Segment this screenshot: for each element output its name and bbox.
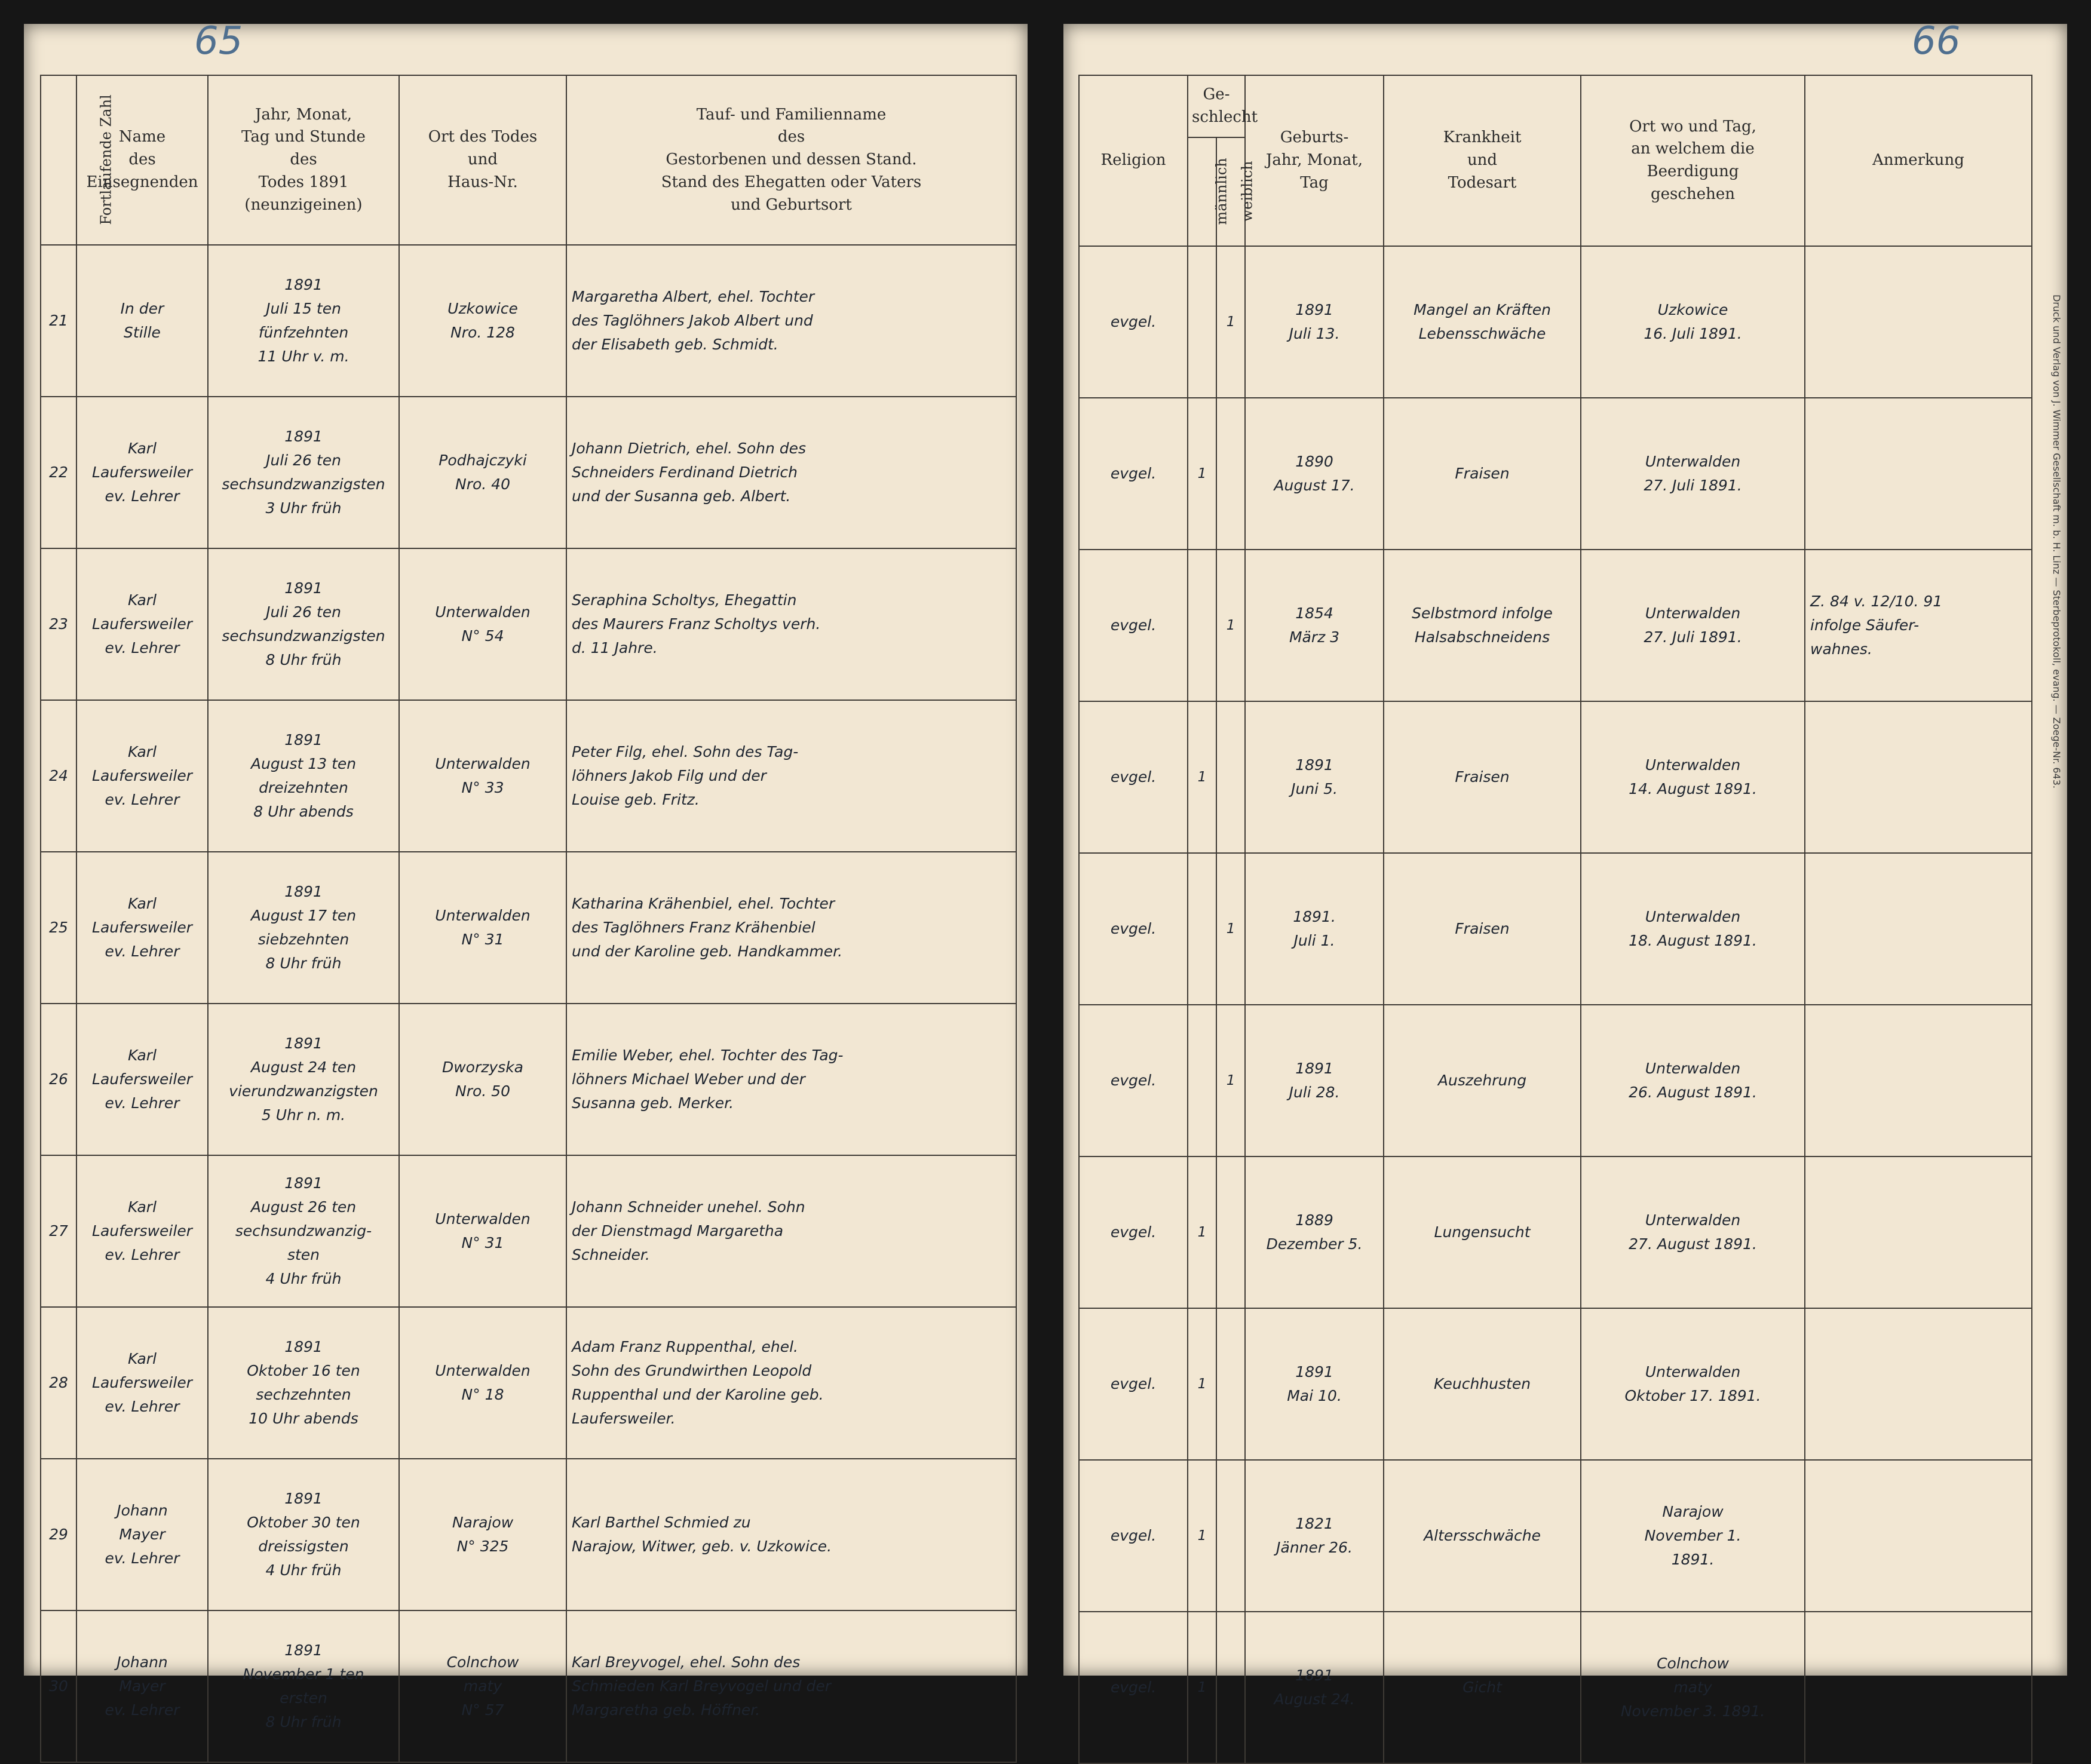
entry-officiant: Karl Laufersweiler ev. Lehrer bbox=[76, 700, 208, 852]
page-number: 66 bbox=[1912, 19, 1961, 63]
entry-male bbox=[1188, 1005, 1216, 1156]
entry-burial: Unterwalden 14. August 1891. bbox=[1581, 701, 1805, 853]
entry-male: 1 bbox=[1188, 1308, 1216, 1460]
entry-place: Unterwalden N° 31 bbox=[399, 1155, 566, 1307]
right-page bbox=[1063, 19, 2067, 1720]
entry-remarks bbox=[1805, 1308, 2032, 1460]
entry-birth: 1821 Jänner 26. bbox=[1245, 1460, 1384, 1612]
entry-religion: evgel. bbox=[1079, 1612, 1188, 1763]
header-place-of-death: Ort des Todes und Haus-Nr. bbox=[399, 75, 566, 245]
entry-burial: Colnchow maty November 3. 1891. bbox=[1581, 1612, 1805, 1763]
entry-female bbox=[1216, 1308, 1245, 1460]
entry-number: 26 bbox=[41, 1004, 76, 1155]
entry-birth: 1891 August 24. bbox=[1245, 1612, 1384, 1763]
table-row bbox=[41, 1459, 1016, 1610]
entry-deceased: Johann Dietrich, ehel. Sohn des Schneiders Ferdinand Dietrich und der Susanna geb. Albert. bbox=[566, 397, 1016, 548]
entry-female bbox=[1216, 1156, 1245, 1308]
entry-religion: evgel. bbox=[1079, 398, 1188, 550]
entry-female bbox=[1216, 701, 1245, 853]
entry-officiant: Karl Laufersweiler ev. Lehrer bbox=[76, 397, 208, 548]
entry-deceased: Karl Breyvogel, ehel. Sohn des Schmieden Karl Breyvogel und der Margaretha geb. Höffner. bbox=[566, 1610, 1016, 1762]
table-row bbox=[1079, 853, 2032, 1005]
entry-burial: Unterwalden Oktober 17. 1891. bbox=[1581, 1308, 1805, 1460]
entry-deceased: Adam Franz Ruppenthal, ehel. Sohn des Grundwirthen Leopold Ruppenthal und der Karoline geb. Laufersweiler. bbox=[566, 1307, 1016, 1459]
table-row bbox=[41, 397, 1016, 548]
entry-officiant: In der Stille bbox=[76, 245, 208, 397]
entry-burial: Unterwalden 18. August 1891. bbox=[1581, 853, 1805, 1005]
table-row bbox=[41, 245, 1016, 397]
printer-imprint: Druck und Verlag von J. Wimmer Gesellschaft m. b. H. Linz — Sterbeprotokoll, evang. — Zoege-Nr. 643. bbox=[2051, 294, 2062, 789]
entry-number: 21 bbox=[41, 245, 76, 397]
death-register-table-left bbox=[40, 75, 1017, 1763]
entry-place: Unterwalden N° 18 bbox=[399, 1307, 566, 1459]
entry-burial: Unterwalden 26. August 1891. bbox=[1581, 1005, 1805, 1156]
entry-birth: 1891 Juni 5. bbox=[1245, 701, 1384, 853]
entry-number: 29 bbox=[41, 1459, 76, 1610]
header-female: weiblich bbox=[1216, 137, 1245, 246]
entry-male bbox=[1188, 246, 1216, 398]
header-sex: Ge- schlecht bbox=[1188, 75, 1245, 137]
entry-female: 1 bbox=[1216, 1005, 1245, 1156]
entry-date-of-death: 1891 August 17 ten siebzehnten 8 Uhr früh bbox=[208, 852, 399, 1004]
entry-remarks bbox=[1805, 701, 2032, 853]
entry-cause: Fraisen bbox=[1384, 398, 1581, 550]
entry-burial: Uzkowice 16. Juli 1891. bbox=[1581, 246, 1805, 398]
entry-deceased: Seraphina Scholtys, Ehegattin des Maurers Franz Scholtys verh. d. 11 Jahre. bbox=[566, 548, 1016, 700]
entry-religion: evgel. bbox=[1079, 853, 1188, 1005]
page-number: 65 bbox=[194, 19, 243, 63]
entry-male: 1 bbox=[1188, 1612, 1216, 1763]
header-row bbox=[1079, 75, 2032, 137]
entry-religion: evgel. bbox=[1079, 701, 1188, 853]
entry-birth: 1890 August 17. bbox=[1245, 398, 1384, 550]
table-row bbox=[1079, 1308, 2032, 1460]
entry-number: 28 bbox=[41, 1307, 76, 1459]
entry-birth: 1891. Juli 1. bbox=[1245, 853, 1384, 1005]
header-religion: Religion bbox=[1079, 75, 1188, 246]
entry-remarks bbox=[1805, 246, 2032, 398]
entry-officiant: Karl Laufersweiler ev. Lehrer bbox=[76, 852, 208, 1004]
entry-cause: Selbstmord infolge Halsabschneidens bbox=[1384, 550, 1581, 701]
header-male: männlich bbox=[1188, 137, 1216, 246]
entry-religion: evgel. bbox=[1079, 246, 1188, 398]
header-cause: Krankheit und Todesart bbox=[1384, 75, 1581, 246]
entry-date-of-death: 1891 August 24 ten vierundzwanzigsten 5 Uhr n. m. bbox=[208, 1004, 399, 1155]
entry-religion: evgel. bbox=[1079, 1308, 1188, 1460]
header-remarks: Anmerkung bbox=[1805, 75, 2032, 246]
entry-burial: Unterwalden 27. August 1891. bbox=[1581, 1156, 1805, 1308]
entry-religion: evgel. bbox=[1079, 1005, 1188, 1156]
entry-remarks bbox=[1805, 1612, 2032, 1763]
entry-cause: Mangel an Kräften Lebensschwäche bbox=[1384, 246, 1581, 398]
entry-date-of-death: 1891 Juli 26 ten sechsundzwanzigsten 8 Uhr früh bbox=[208, 548, 399, 700]
entry-female bbox=[1216, 398, 1245, 550]
entry-date-of-death: 1891 Juli 15 ten fünfzehnten 11 Uhr v. m. bbox=[208, 245, 399, 397]
entry-officiant: Karl Laufersweiler ev. Lehrer bbox=[76, 1155, 208, 1307]
entry-date-of-death: 1891 Oktober 16 ten sechzehnten 10 Uhr abends bbox=[208, 1307, 399, 1459]
entry-place: Unterwalden N° 54 bbox=[399, 548, 566, 700]
entry-religion: evgel. bbox=[1079, 550, 1188, 701]
entry-place: Uzkowice Nro. 128 bbox=[399, 245, 566, 397]
entry-date-of-death: 1891 August 26 ten sechsundzwanzig- sten 4 Uhr früh bbox=[208, 1155, 399, 1307]
table-row bbox=[1079, 398, 2032, 550]
entry-burial: Unterwalden 27. Juli 1891. bbox=[1581, 550, 1805, 701]
entry-male: 1 bbox=[1188, 1156, 1216, 1308]
entry-religion: evgel. bbox=[1079, 1460, 1188, 1612]
entry-date-of-death: 1891 Oktober 30 ten dreissigsten 4 Uhr früh bbox=[208, 1459, 399, 1610]
table-row bbox=[1079, 1612, 2032, 1763]
entry-cause: Fraisen bbox=[1384, 853, 1581, 1005]
entry-remarks bbox=[1805, 1156, 2032, 1308]
header-row bbox=[41, 75, 1016, 245]
table-row bbox=[41, 1155, 1016, 1307]
entry-officiant: Johann Mayer ev. Lehrer bbox=[76, 1459, 208, 1610]
entry-number: 25 bbox=[41, 852, 76, 1004]
entry-officiant: Karl Laufersweiler ev. Lehrer bbox=[76, 1004, 208, 1155]
entry-cause: Fraisen bbox=[1384, 701, 1581, 853]
header-date-of-death: Jahr, Monat, Tag und Stunde des Todes 1891 (neunzigeinen) bbox=[208, 75, 399, 245]
entry-cause: Auszehrung bbox=[1384, 1005, 1581, 1156]
header-burial: Ort wo und Tag, an welchem die Beerdigung geschehen bbox=[1581, 75, 1805, 246]
entry-male: 1 bbox=[1188, 1460, 1216, 1612]
entry-female: 1 bbox=[1216, 246, 1245, 398]
entry-birth: 1891 Mai 10. bbox=[1245, 1308, 1384, 1460]
entry-date-of-death: 1891 November 1 ten ersten 8 Uhr früh bbox=[208, 1610, 399, 1762]
entry-remarks bbox=[1805, 398, 2032, 550]
table-row bbox=[41, 1610, 1016, 1762]
entry-burial: Narajow November 1. 1891. bbox=[1581, 1460, 1805, 1612]
entry-cause: Keuchhusten bbox=[1384, 1308, 1581, 1460]
entry-number: 24 bbox=[41, 700, 76, 852]
table-row bbox=[41, 1004, 1016, 1155]
table-row bbox=[41, 700, 1016, 852]
entry-place: Narajow N° 325 bbox=[399, 1459, 566, 1610]
entry-female: 1 bbox=[1216, 550, 1245, 701]
table-row bbox=[1079, 1005, 2032, 1156]
entry-number: 27 bbox=[41, 1155, 76, 1307]
entry-number: 22 bbox=[41, 397, 76, 548]
table-row bbox=[41, 1307, 1016, 1459]
entry-deceased: Peter Filg, ehel. Sohn des Tag- löhners Jakob Filg und der Louise geb. Fritz. bbox=[566, 700, 1016, 852]
entry-birth: 1891 Juli 28. bbox=[1245, 1005, 1384, 1156]
entry-remarks bbox=[1805, 853, 2032, 1005]
header-officiant: Name des Einsegnenden bbox=[76, 75, 208, 245]
entry-officiant: Karl Laufersweiler ev. Lehrer bbox=[76, 548, 208, 700]
entry-remarks bbox=[1805, 1005, 2032, 1156]
entry-female bbox=[1216, 1460, 1245, 1612]
entry-female: 1 bbox=[1216, 853, 1245, 1005]
entry-male: 1 bbox=[1188, 701, 1216, 853]
entry-remarks: Z. 84 v. 12/10. 91 infolge Säufer- wahnes. bbox=[1805, 550, 2032, 701]
entry-cause: Lungensucht bbox=[1384, 1156, 1581, 1308]
death-register-table-right bbox=[1078, 75, 2032, 1764]
entry-place: Dworzyska Nro. 50 bbox=[399, 1004, 566, 1155]
entry-burial: Unterwalden 27. Juli 1891. bbox=[1581, 398, 1805, 550]
entry-officiant: Karl Laufersweiler ev. Lehrer bbox=[76, 1307, 208, 1459]
entry-number: 30 bbox=[41, 1610, 76, 1762]
entry-place: Colnchow maty N° 57 bbox=[399, 1610, 566, 1762]
entry-deceased: Emilie Weber, ehel. Tochter des Tag- löhners Michael Weber und der Susanna geb. Merker. bbox=[566, 1004, 1016, 1155]
entry-cause: Altersschwäche bbox=[1384, 1460, 1581, 1612]
entry-religion: evgel. bbox=[1079, 1156, 1188, 1308]
entry-place: Unterwalden N° 31 bbox=[399, 852, 566, 1004]
table-row bbox=[1079, 1460, 2032, 1612]
entry-remarks bbox=[1805, 1460, 2032, 1612]
entry-officiant: Johann Mayer ev. Lehrer bbox=[76, 1610, 208, 1762]
entry-male bbox=[1188, 550, 1216, 701]
entry-male bbox=[1188, 853, 1216, 1005]
header-number: Fortlaufende Zahl bbox=[41, 75, 76, 245]
entry-cause: Gicht bbox=[1384, 1612, 1581, 1763]
table-row bbox=[1079, 246, 2032, 398]
entry-birth: 1854 März 3 bbox=[1245, 550, 1384, 701]
entry-place: Podhajczyki Nro. 40 bbox=[399, 397, 566, 548]
entry-deceased: Katharina Krähenbiel, ehel. Tochter des Taglöhners Franz Krähenbiel und der Karoline geb. Handkammer. bbox=[566, 852, 1016, 1004]
entry-birth: 1889 Dezember 5. bbox=[1245, 1156, 1384, 1308]
entry-deceased: Margaretha Albert, ehel. Tochter des Taglöhners Jakob Albert und der Elisabeth geb. Schmidt. bbox=[566, 245, 1016, 397]
entry-deceased: Johann Schneider unehel. Sohn der Dienstmagd Margaretha Schneider. bbox=[566, 1155, 1016, 1307]
header-deceased: Tauf- und Familienname des Gestorbenen und dessen Stand. Stand des Ehegatten oder Vaters und Geburtsort bbox=[566, 75, 1016, 245]
table-row bbox=[1079, 701, 2032, 853]
left-page bbox=[24, 19, 1028, 1731]
entry-birth: 1891 Juli 13. bbox=[1245, 246, 1384, 398]
table-row bbox=[41, 852, 1016, 1004]
table-row bbox=[41, 548, 1016, 700]
entry-deceased: Karl Barthel Schmied zu Narajow, Witwer, geb. v. Uzkowice. bbox=[566, 1459, 1016, 1610]
entry-male: 1 bbox=[1188, 398, 1216, 550]
entry-date-of-death: 1891 August 13 ten dreizehnten 8 Uhr abends bbox=[208, 700, 399, 852]
table-row bbox=[1079, 550, 2032, 701]
entry-female bbox=[1216, 1612, 1245, 1763]
header-birth: Geburts- Jahr, Monat, Tag bbox=[1245, 75, 1384, 246]
entry-date-of-death: 1891 Juli 26 ten sechsundzwanzigsten 3 Uhr früh bbox=[208, 397, 399, 548]
table-row bbox=[1079, 1156, 2032, 1308]
entry-place: Unterwalden N° 33 bbox=[399, 700, 566, 852]
entry-number: 23 bbox=[41, 548, 76, 700]
